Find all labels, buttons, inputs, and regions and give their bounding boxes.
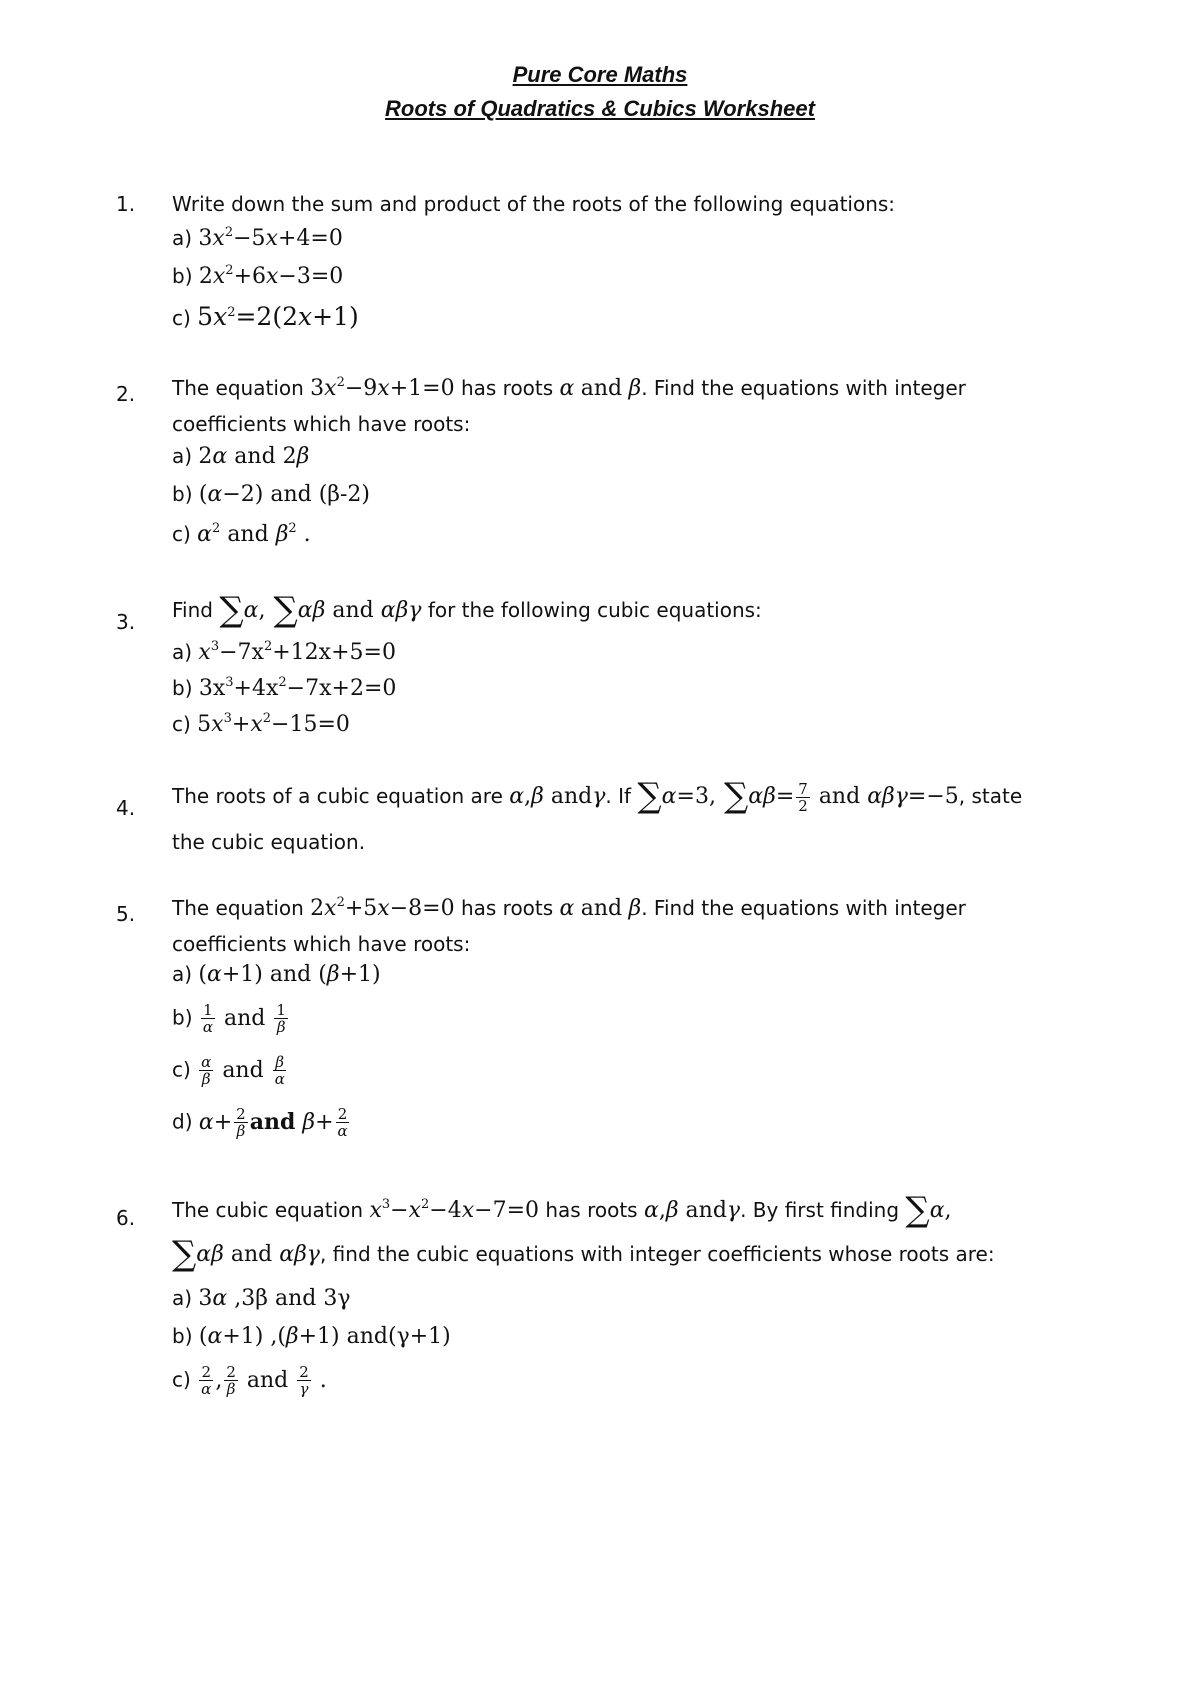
q2-a-roots: 2α and 2β	[198, 444, 310, 469]
q3-c-equation: $5x^3+x^2-15=0$	[197, 711, 350, 737]
part-label: d)	[172, 1109, 193, 1134]
q2-number: 2.	[116, 382, 136, 406]
part-label: b)	[172, 1324, 193, 1348]
page-title: Pure Core Maths	[512, 62, 688, 87]
part-label: a)	[172, 1286, 193, 1310]
q3-a-equation: $x^3-7x^2+12x+5=0$	[198, 639, 396, 665]
part-label: a)	[172, 226, 193, 250]
q5-line2: coefficients which have roots:	[172, 932, 471, 956]
q1-part-a	[172, 226, 343, 251]
q6-a-roots: 3α ,3β and 3γ	[198, 1286, 351, 1311]
q1-b-equation: $2x^2+6x-3=0$	[198, 263, 344, 289]
q1-c-equation: $5x^2=2(2x+1)$	[197, 302, 359, 331]
part-label: a)	[172, 640, 193, 664]
q6-line2: ∑αβ and αβγ, find the cubic equations with integer coefficients whose roots are:	[172, 1234, 995, 1274]
q1-part-b	[172, 264, 343, 289]
q1-a-equation: $3x^2-5x+4=0$	[198, 225, 343, 251]
part-label: c)	[172, 1057, 191, 1082]
q5-b-roots: $\frac{1}{\alpha}$ and $\frac{1}{\beta}$	[202, 1001, 286, 1036]
q6-part-c	[172, 1364, 327, 1397]
q3-b-equation: $3x^3+4x^2-7x+2=0$	[198, 675, 397, 701]
q5-line1: The equation $2x^2+5x-8=0$ has roots α and β. Find the equations with integer	[172, 895, 966, 921]
q5-number: 5.	[116, 902, 136, 926]
q3-line: Find ∑α, ∑αβ and αβγ for the following cubic equations:	[172, 590, 762, 630]
part-label: b)	[172, 676, 193, 700]
q1-text: Write down the sum and product of the roots of the following equations:	[172, 192, 896, 216]
q2-part-a	[172, 444, 309, 469]
part-label: c)	[172, 712, 191, 736]
part-label: c)	[172, 306, 191, 330]
q4-line2: the cubic equation.	[172, 830, 366, 854]
q1-part-c	[172, 302, 359, 331]
q6-part-b	[172, 1324, 451, 1349]
q5-part-c	[172, 1054, 289, 1087]
q2-part-b	[172, 482, 370, 507]
q6-b-roots: (α+1) ,(β+1) and(γ+1)	[198, 1324, 451, 1349]
part-label: a)	[172, 444, 193, 468]
q6-c-roots: $\frac{2}{\alpha}$ , $\frac{2}{\beta}$ and $\frac{2}{\gamma}$ .	[201, 1363, 327, 1398]
q2-c-roots: $\alpha^2$ and $\beta^2$ .	[197, 521, 311, 547]
q1-number: 1.	[116, 192, 136, 216]
part-label: b)	[172, 482, 193, 506]
q2-part-c	[172, 522, 311, 547]
part-label: c)	[172, 1367, 191, 1392]
q4-given-values: ∑α=3, ∑αβ= $\frac{7}{2}$ and αβγ=−5	[637, 776, 959, 816]
q2-equation: $3x^2-9x+1=0$	[310, 375, 455, 401]
part-label: b)	[172, 1005, 193, 1030]
q6-line1: The cubic equation $x^3-x^2-4x-7=0$ has roots α,β andγ. By first finding ∑α,	[172, 1190, 952, 1230]
q3-symmetric-functions: ∑α, ∑αβ and αβγ	[219, 590, 422, 630]
q5-a-roots: (α+1) and (β+1)	[198, 962, 381, 987]
q6-equation: $x^3-x^2-4x-7=0$	[369, 1197, 540, 1223]
q4-number: 4.	[116, 796, 136, 820]
q5-d-roots: α+ $\frac{2}{\beta}$ and β+ $\frac{2}{\alpha}$	[198, 1105, 348, 1140]
q6-number: 6.	[116, 1206, 136, 1230]
part-label: a)	[172, 962, 193, 986]
q5-part-d	[172, 1106, 352, 1139]
part-label: b)	[172, 264, 193, 288]
q5-c-roots: $\frac{\alpha}{\beta}$ and $\frac{\beta}{\alpha}$	[201, 1053, 285, 1088]
q3-part-b	[172, 676, 396, 701]
q6-part-a	[172, 1286, 351, 1311]
q2-line2: coefficients which have roots:	[172, 412, 471, 436]
q5-part-b	[172, 1002, 290, 1035]
q3-part-c	[172, 712, 350, 737]
page-subtitle: Roots of Quadratics & Cubics Worksheet	[385, 96, 815, 121]
q3-number: 3.	[116, 610, 136, 634]
q3-part-a	[172, 640, 396, 665]
q5-equation: $2x^2+5x-8=0$	[310, 895, 455, 921]
part-label: c)	[172, 522, 191, 546]
q2-b-roots: (α−2) and (β-2)	[198, 482, 371, 507]
q5-part-a	[172, 962, 381, 987]
q2-line1: The equation $3x^2-9x+1=0$ has roots α and β. Find the equations with integer	[172, 375, 966, 401]
q4-line1: The roots of a cubic equation are α,β andγ. If ∑α=3, ∑αβ= $\frac{7}{2}$ and αβγ=−5, state	[172, 776, 1023, 816]
